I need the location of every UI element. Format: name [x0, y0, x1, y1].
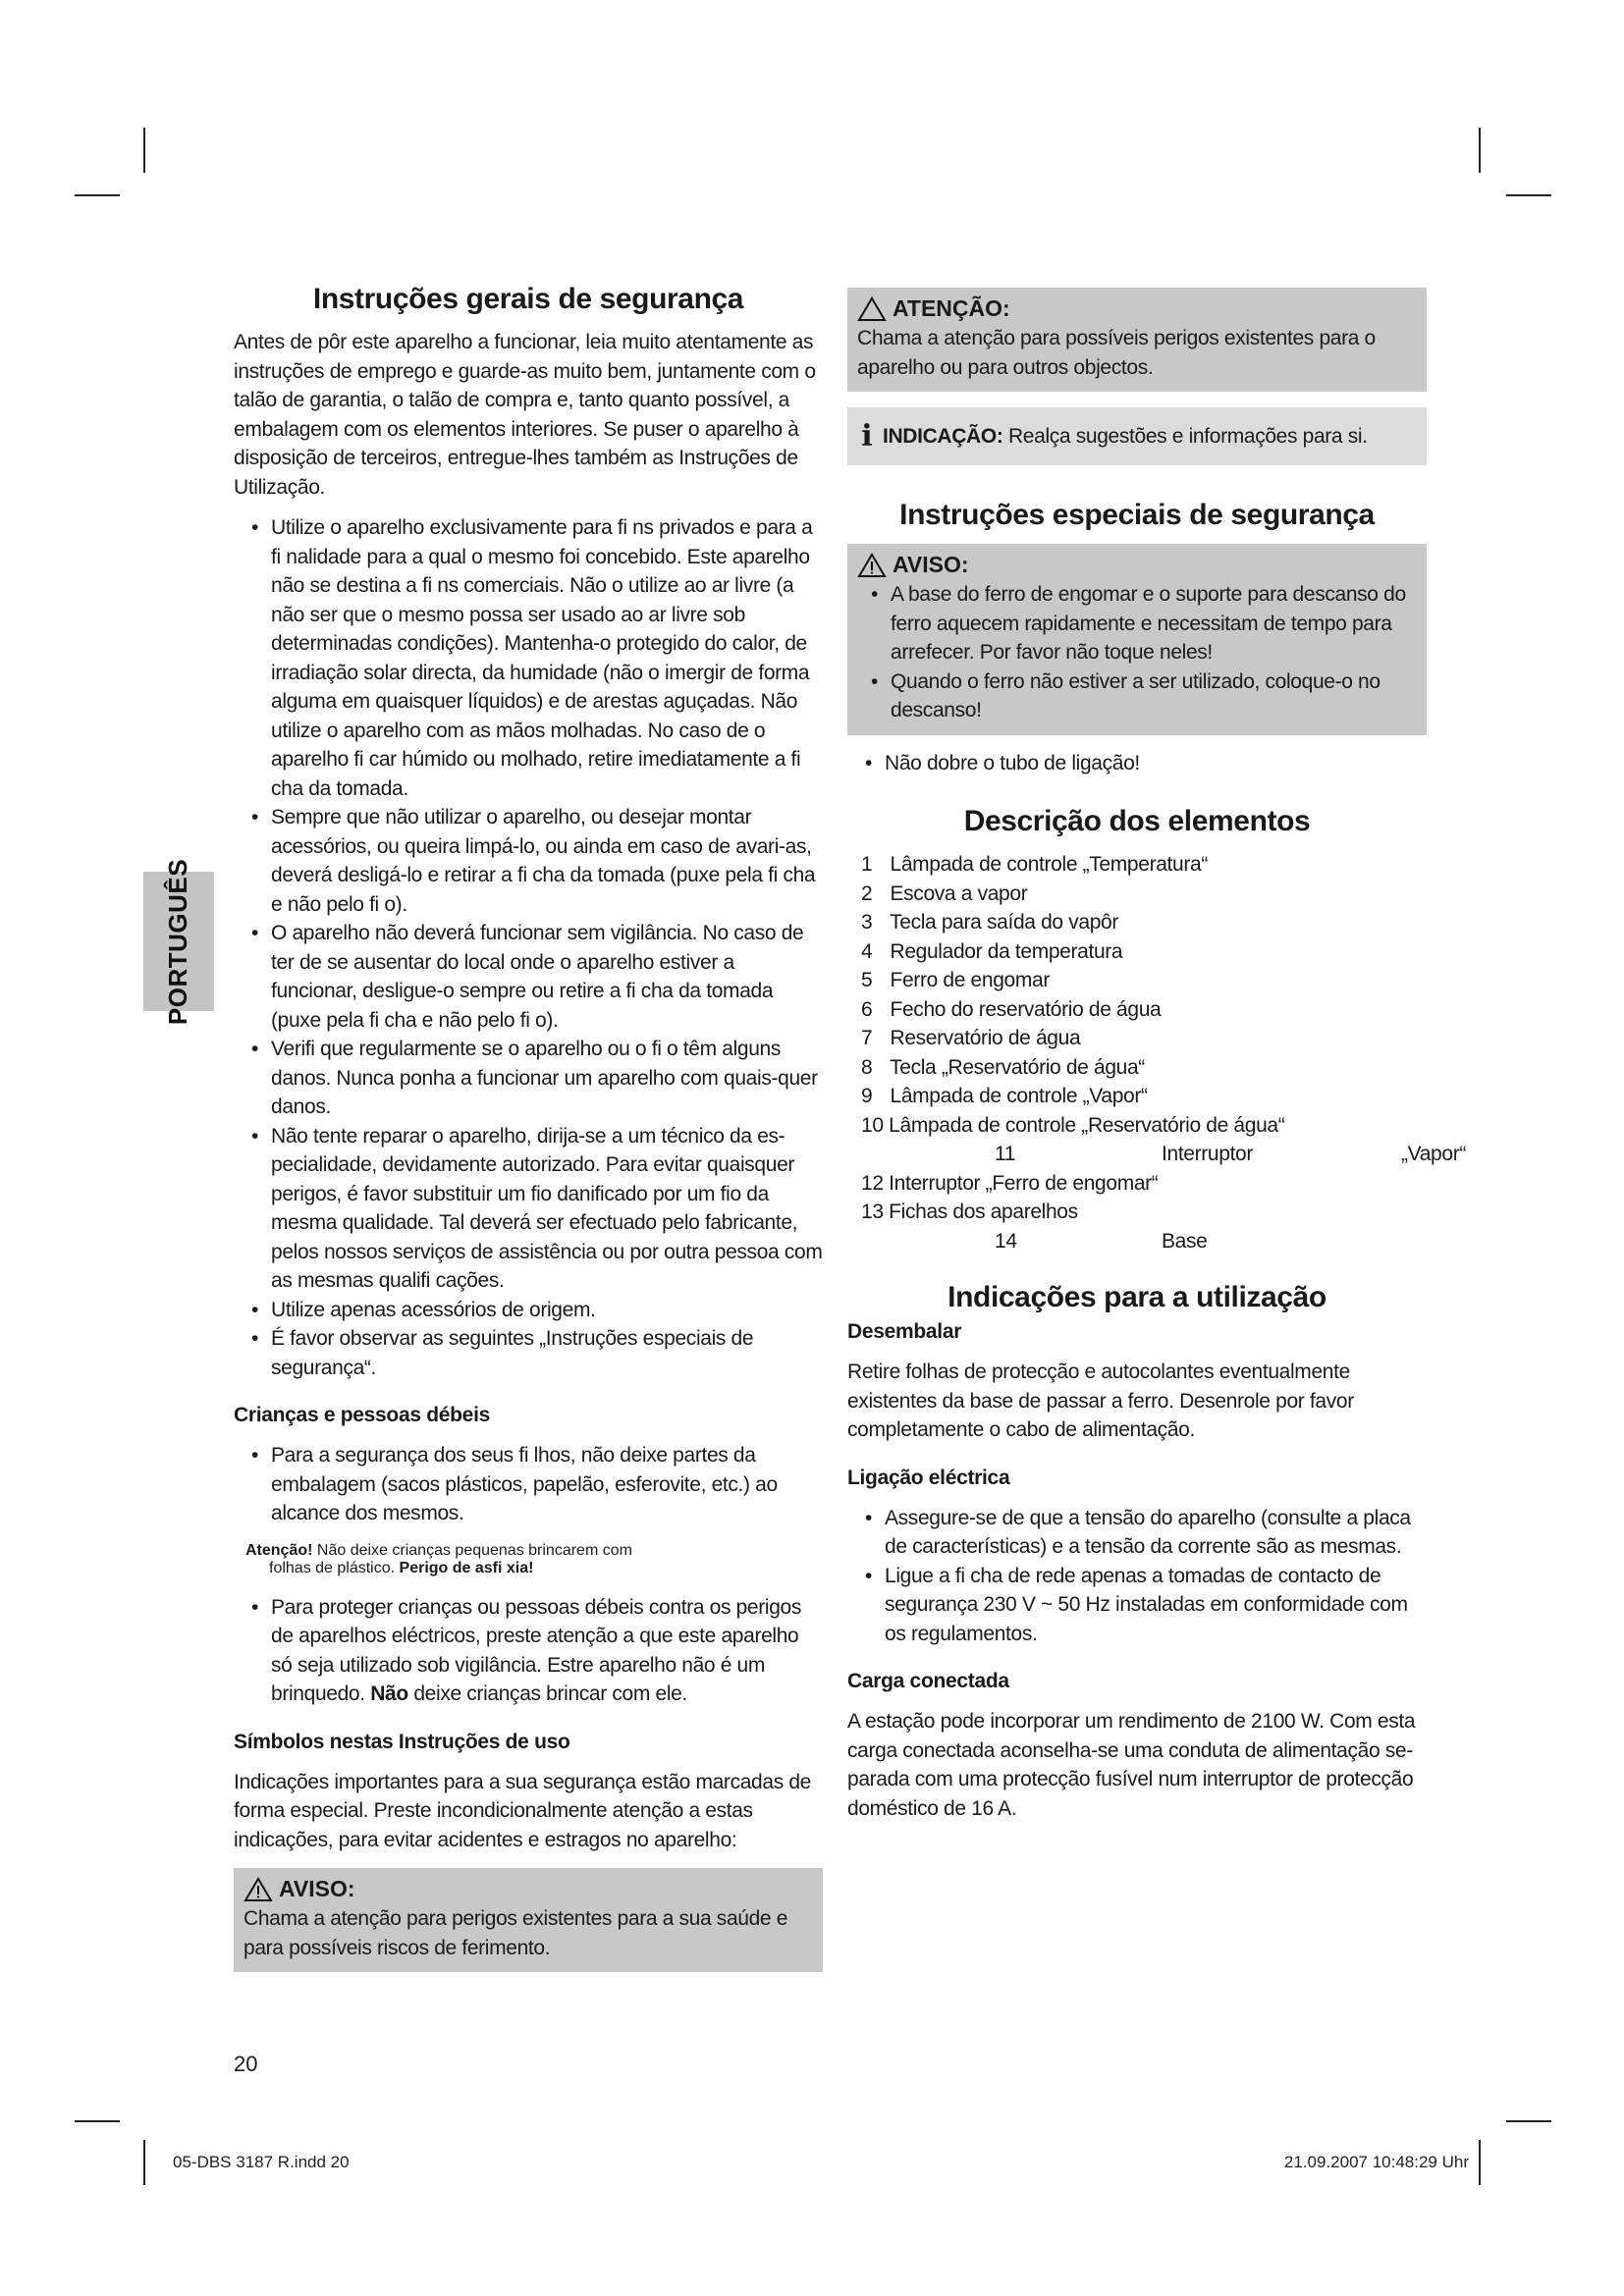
- attention-text: Não deixe crianças pequenas brincarem com: [312, 1541, 632, 1559]
- element-number: 6: [861, 997, 873, 1021]
- caution-icon: [857, 296, 887, 322]
- element-label: Tecla para saída do vapôr: [890, 911, 1119, 934]
- list-item: • Ligue a fi cha de rede apenas a tomadas de contacto de segurança 230 V ~ 50 Hz instaladas em conformidade com os regulamentos.: [847, 1562, 1427, 1649]
- list-item: • Quando o ferro não estiver a ser utilizado, coloque-o no descanso!: [857, 667, 1413, 725]
- list-item: [847, 1227, 1427, 1256]
- special-aviso-box: [847, 544, 1427, 735]
- element-label: Escova a vapor: [890, 881, 1028, 905]
- info-icon: i: [861, 419, 873, 454]
- element-number: 10: [861, 1113, 884, 1137]
- general-safety-list: [234, 513, 823, 1382]
- element-number: 4: [861, 939, 873, 963]
- element-number: 2: [861, 881, 873, 905]
- protect-text-bold: Não: [370, 1682, 408, 1705]
- list-item: • Sempre que não utilizar o aparelho, ou desejar montar acessórios, ou queira limpá-lo, ou ainda em caso de avari-as, deverá desligá-lo e retirar a fi cha da tomada (puxe pela fi cha e não pelo fi o).: [234, 803, 823, 919]
- list-item: • Verifi que regularmente se o aparelho ou o fi o têm alguns danos. Nunca ponha a funcionar um aparelho com quais-quer danos.: [234, 1035, 823, 1122]
- list-item: • Utilize apenas acessórios de origem.: [234, 1296, 823, 1325]
- list-item: [847, 1024, 1427, 1053]
- aviso-box-label: AVISO:: [279, 1876, 355, 1901]
- symbols-text: Indicações importantes para a sua segurança estão marcadas de forma especial. Preste incondicionalmente atenção a estas indicações, para evitar acidentes e estragos no aparelho:: [234, 1770, 812, 1851]
- element-label: Lâmpada de controle „Reservatório de água“: [889, 1113, 1285, 1137]
- indicacao-body: Realça sugestões e informações para si.: [1002, 424, 1368, 448]
- list-item: • Para a segurança dos seus fi lhos, não deixe partes da embalagem (sacos plásticos, papelão, esferovite, etc.) ao alcance dos mesmos.: [234, 1441, 823, 1528]
- electric-heading: Ligação eléctrica: [847, 1466, 1010, 1489]
- load-text: A estação pode incorporar um rendimento de 2100 W. Com esta carga conectada aconselha-se uma conduta de alimentação se-parada com uma protecção fusível num interruptor de protecção doméstico de 16 A.: [847, 1710, 1416, 1820]
- element-label: Fecho do reservatório de água: [890, 997, 1162, 1021]
- list-item: • Utilize o aparelho exclusivamente para fi ns privados e para a fi nalidade para a qual o mesmo foi concebido. Este aparelho não se destina a fi ns comerciais. Não o utilize ao ar livre (a não ser que o mesmo possa ser usado ao ar livre sob determinadas condições). Mantenha-o protegido do calor, de irradiação solar directa, da humidade (não o imergir de forma alguma em quaisquer líquidos) e de arestas aguçadas. Não utilize o aparelho com as mãos molhadas. No caso de o aparelho fi car húmido ou molhado, retire imediatamente a fi cha da tomada.: [234, 513, 823, 803]
- element-number: 1: [861, 853, 873, 876]
- language-tab: [143, 858, 214, 1025]
- list-item: [847, 1053, 1427, 1083]
- children-list: [234, 1441, 823, 1528]
- protect-list: [234, 1593, 823, 1709]
- list-item: • Não tente reparar o aparelho, dirija-se a um técnico da es-pecialidade, devidamente autorizado. Para evitar quaisquer perigos, é favor substituir um fio danificado por um fio da mesma qualidade. Tal deverá ser efectuado pelo fabricante, pelos nossos serviços de assistência ou por outra pessoa com as mesmas qualifi cações.: [234, 1122, 823, 1296]
- list-item: [847, 1169, 1427, 1199]
- attention-label: Atenção!: [245, 1541, 313, 1559]
- list-item: [234, 1593, 823, 1709]
- list-item: • O aparelho não deverá funcionar sem vigilância. No caso de ter de se ausentar do local onde o aparelho estiver a funcionar, desligue-o sempre ou retire a fi cha da tomada (puxe pela fi cha e não pelo fi o).: [234, 919, 823, 1035]
- load-heading: Carga conectada: [847, 1670, 1009, 1692]
- special-extra-list: [847, 749, 1427, 778]
- list-item: [847, 966, 1427, 995]
- list-item: • A base do ferro de engomar e o suporte para descanso do ferro aquecem rapidamente e necessitam de tempo para arrefecer. Por favor não toque neles!: [857, 580, 1413, 667]
- element-label: Lâmpada de controle „Temperatura“: [890, 853, 1208, 876]
- crop-mark: [1479, 128, 1481, 173]
- crop-mark: [75, 194, 120, 196]
- list-item: [847, 850, 1427, 880]
- element-label: Interruptor: [1162, 1143, 1254, 1165]
- footer-file: 05-DBS 3187 R.indd 20: [173, 2153, 350, 2171]
- symbols-heading: Símbolos nestas Instruções de uso: [234, 1730, 570, 1753]
- unpack-heading: Desembalar: [847, 1320, 962, 1343]
- list-item: [847, 1082, 1427, 1111]
- elements-list: [847, 850, 1466, 1255]
- electric-list: [847, 1504, 1427, 1649]
- page-number: 20: [234, 2052, 258, 2076]
- element-label: Fichas dos aparelhos: [889, 1201, 1078, 1223]
- special-safety-heading: Instruções especiais de segurança: [899, 499, 1375, 531]
- atencao-box: [847, 288, 1427, 392]
- element-number: 8: [861, 1055, 873, 1079]
- element-number: 9: [861, 1085, 873, 1107]
- list-item: • Assegure-se de que a tensão do aparelho (consulte a placa de características) e a tensão da corrente são as mesmas.: [847, 1504, 1427, 1562]
- element-label: Ferro de engomar: [890, 969, 1050, 991]
- children-heading: Crianças e pessoas débeis: [234, 1404, 490, 1426]
- warning-icon: [857, 553, 887, 578]
- warning-icon: [244, 1877, 273, 1902]
- crop-mark: [1506, 194, 1551, 196]
- special-aviso-title: [857, 552, 1413, 578]
- element-label: „Vapor“: [1400, 1143, 1466, 1165]
- list-item: [847, 908, 1427, 937]
- right-column: [847, 288, 1466, 1835]
- list-item: [847, 1198, 1427, 1227]
- footer-timestamp: 21.09.2007 10:48:29 Uhr: [1283, 2153, 1469, 2171]
- aviso-box: [234, 1868, 823, 1972]
- special-aviso-list: [857, 580, 1413, 725]
- atencao-box-title: [857, 295, 1413, 322]
- element-number: 14: [995, 1229, 1017, 1253]
- list-item: • Não dobre o tubo de ligação!: [847, 749, 1427, 778]
- list-item: • É favor observar as seguintes „Instruções especiais de segurança“.: [234, 1324, 823, 1382]
- language-tab-label: PORTUGUÊS: [163, 858, 193, 1025]
- general-safety-heading: Instruções gerais de segurança: [312, 283, 744, 315]
- indicacao-label: INDICAÇÃO:: [883, 424, 1003, 448]
- crop-mark: [1506, 2120, 1551, 2122]
- element-label: Base: [1162, 1229, 1208, 1253]
- element-number: 3: [861, 911, 873, 934]
- list-item: [847, 995, 1427, 1025]
- protect-text-a: Para proteger crianças ou pessoas débeis contra os perigos de aparelhos eléctricos, preste atenção a que este aparelho só seja utilizado sob vigilância. Estre aparelho não é um brinquedo.: [271, 1595, 802, 1705]
- element-number: 13: [861, 1201, 884, 1223]
- attention-text-2: folhas de plástico.: [269, 1559, 400, 1576]
- element-number: 5: [861, 969, 873, 991]
- atencao-box-text: Chama a atenção para possíveis perigos existentes para o aparelho ou para outros objectos.: [857, 327, 1376, 379]
- usage-heading: Indicações para a utilização: [947, 1281, 1326, 1313]
- elements-heading: Descrição dos elementos: [963, 805, 1311, 837]
- element-label: Lâmpada de controle „Vapor“: [890, 1085, 1148, 1107]
- special-aviso-label: AVISO:: [893, 552, 969, 577]
- element-number: 12: [861, 1171, 884, 1195]
- element-label: Regulador da temperatura: [890, 939, 1123, 963]
- list-item: [847, 1111, 1427, 1141]
- crop-mark: [143, 2140, 145, 2185]
- crop-mark: [143, 128, 145, 173]
- protect-text-b: deixe crianças brincar com ele.: [407, 1682, 687, 1705]
- left-column: [234, 283, 823, 1972]
- attention-danger: Perigo de asfi xia!: [399, 1559, 534, 1576]
- general-safety-intro: Antes de pôr este aparelho a funcionar, leia muito atentamente as instruções de emprego e guarde-as muito bem, juntamente com o talão de garantia, o talão de compra e, tanto quanto possível, a embalagem com os elementos interiores. Se puser o aparelho à disposição de terceiros, entregue-lhes também as Instruções de Utilização.: [234, 331, 816, 499]
- aviso-box-title: [244, 1876, 809, 1902]
- element-label: Reservatório de água: [890, 1027, 1081, 1049]
- attention-note: [234, 1542, 823, 1577]
- aviso-box-text: Chama a atenção para perigos existentes para a sua saúde e para possíveis riscos de ferimento.: [244, 1907, 788, 1959]
- element-number: 7: [861, 1027, 873, 1049]
- attention-continuation: [245, 1560, 823, 1577]
- indicacao-box: [847, 407, 1427, 465]
- list-item: [847, 1140, 1466, 1169]
- list-item: [847, 937, 1427, 967]
- list-item: [847, 880, 1427, 909]
- crop-mark: [1479, 2140, 1481, 2185]
- indicacao-text: [883, 422, 1368, 452]
- unpack-text: Retire folhas de protecção e autocolantes eventualmente existentes da base de passar a ferro. Desenrole por favor completamente o cabo de alimentação.: [847, 1361, 1354, 1441]
- crop-mark: [75, 2120, 120, 2122]
- element-number: 11: [995, 1143, 1016, 1165]
- element-label: Tecla „Reservatório de água“: [890, 1055, 1145, 1079]
- element-label: Interruptor „Ferro de engomar“: [889, 1171, 1159, 1195]
- atencao-box-label: ATENÇÃO:: [893, 295, 1010, 321]
